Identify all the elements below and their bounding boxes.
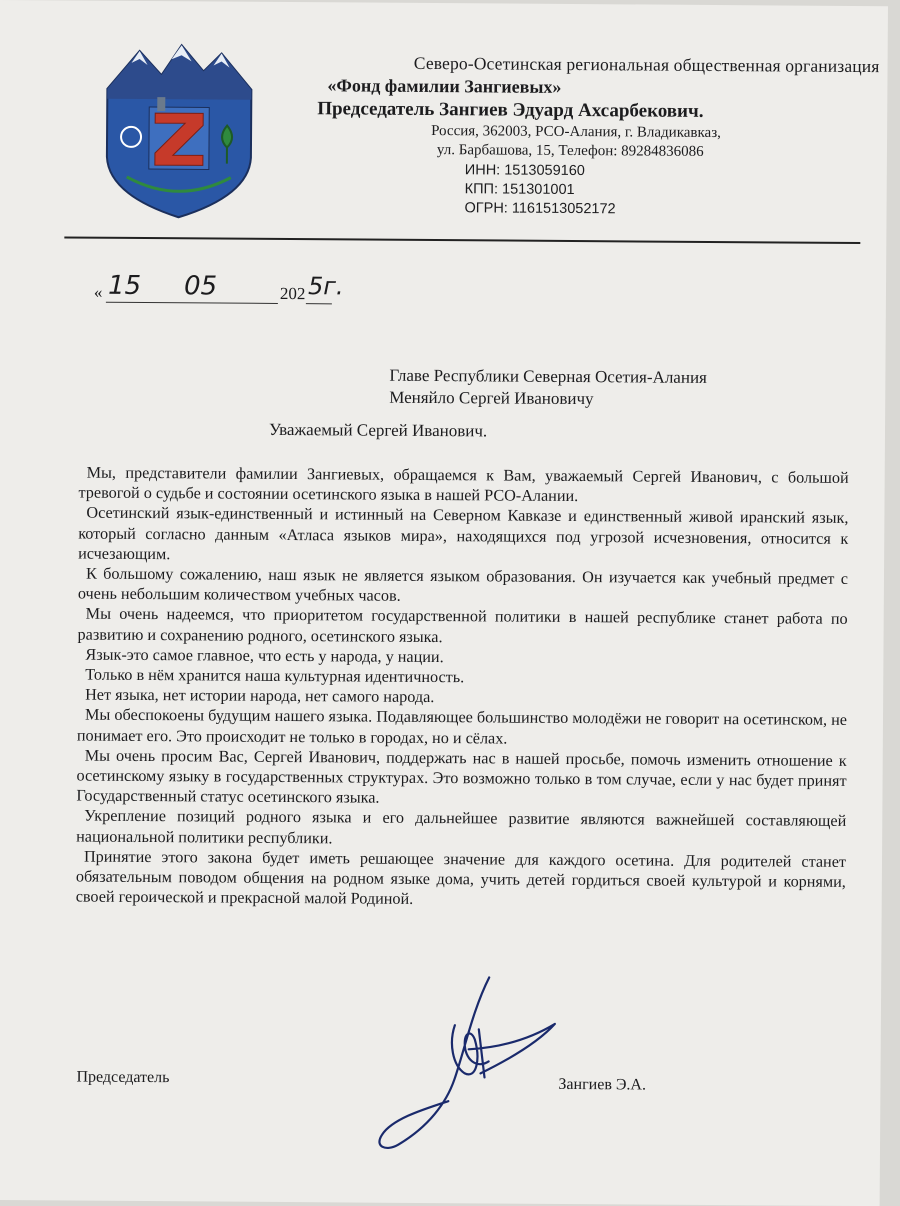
body-paragraph: Мы очень надеемся, что приоритетом государственной политики в нашей республике станет работа по развитию и сохранению родного, осетинского языка. <box>77 605 848 646</box>
addressee-line-2: Меняйло Сергей Ивановичу <box>389 387 594 409</box>
date-year-prefix: 202 <box>279 283 306 304</box>
body-paragraph: Принятие этого закона будет иметь решающее значение для каждого осетина. Для родителей станет обязательным поводом общения на родном языке дома, учить детей гордиться своей культурой и корнями, своей героической и прекрасной малой Родиной. <box>75 847 847 909</box>
letterhead <box>299 52 880 219</box>
date-year-suffix: 5г. <box>307 272 344 301</box>
date-month: 05 <box>183 271 218 302</box>
date-open-quote: « <box>93 282 103 302</box>
body-paragraph: Язык-это самое главное, что есть у народа, у нации. <box>85 645 444 666</box>
handwritten-signature-icon <box>368 969 565 1160</box>
body-paragraph: Мы, представители фамилии Зангиевых, обращаемся к Вам, уважаемый Сергей Иванович, с большой тревогой о судьбе и состоянии осетинского языка в нашей РСО-Алании. <box>78 463 849 506</box>
fund-name: «Фонд фамилии Зангиевых» <box>327 75 562 97</box>
addressee-line-1: Главе Республики Северная Осетия-Алания <box>389 365 707 387</box>
address-line-1: Россия, 362003, РСО-Алания, г. Владикавказ, <box>431 123 721 142</box>
date-day: 15 <box>107 270 142 301</box>
body-paragraph: Осетинский язык-единственный и истинный на Северном Кавказе и единственный живой иранский язык, который согласно данным «Атласа языков мира», находящихся под угрозой исчезновения, относится к исчезающим. <box>78 504 849 564</box>
chairman-line: Председатель Зангиев Эдуард Ахсарбекович. <box>317 98 704 122</box>
letter-body <box>76 463 849 913</box>
body-paragraph: Только в нём хранится наша культурная идентичность. <box>85 665 465 687</box>
body-paragraph: Нет языка, нет истории народа, нет самого народа. <box>85 685 435 707</box>
addressee-block <box>389 365 707 411</box>
body-paragraph: Мы очень просим Вас, Сергей Иванович, поддержать нас в нашей просьбе, помочь изменить отношение к осетинскому языку в государственных структурах. Это возможно только в том случае, если у нас будет принят Государственный статус осетинского языка. <box>76 746 847 807</box>
body-paragraph: Мы обеспокоены будущим нашего языка. Подавляющее большинство молодёжи не говорит на осетинском, не понимает его. Это происходит не только в городах, но и сёлах. <box>76 706 848 748</box>
year-underline <box>306 303 332 304</box>
header-divider <box>64 236 860 244</box>
address-line-2: ул. Барбашова, 15, Телефон: 89284836086 <box>436 142 704 160</box>
body-paragraph: К большому сожалению, наш язык не является языком образования. Он изучается как учебный предмет с очень небольшим количеством учебных часов. <box>77 564 849 606</box>
body-paragraph: Укрепление позиций родного языка и его дальнейшее развитие являются важнейшей составляющей национальной политики республики. <box>76 807 847 847</box>
kpp: КПП: 151301001 <box>464 181 575 199</box>
signatory-name: Зангиев Э.А. <box>558 1075 647 1094</box>
inn: ИНН: 1513059160 <box>464 162 585 180</box>
ogrn: ОГРН: 1161513052172 <box>464 200 616 218</box>
organization-line: Северо-Осетинская региональная общественная организация <box>413 52 880 77</box>
letter-date <box>94 271 394 313</box>
signature-title: Председатель <box>76 1068 170 1087</box>
date-underline <box>106 302 278 304</box>
salutation: Уважаемый Сергей Иванович. <box>268 419 488 441</box>
family-emblem-icon <box>98 37 259 220</box>
